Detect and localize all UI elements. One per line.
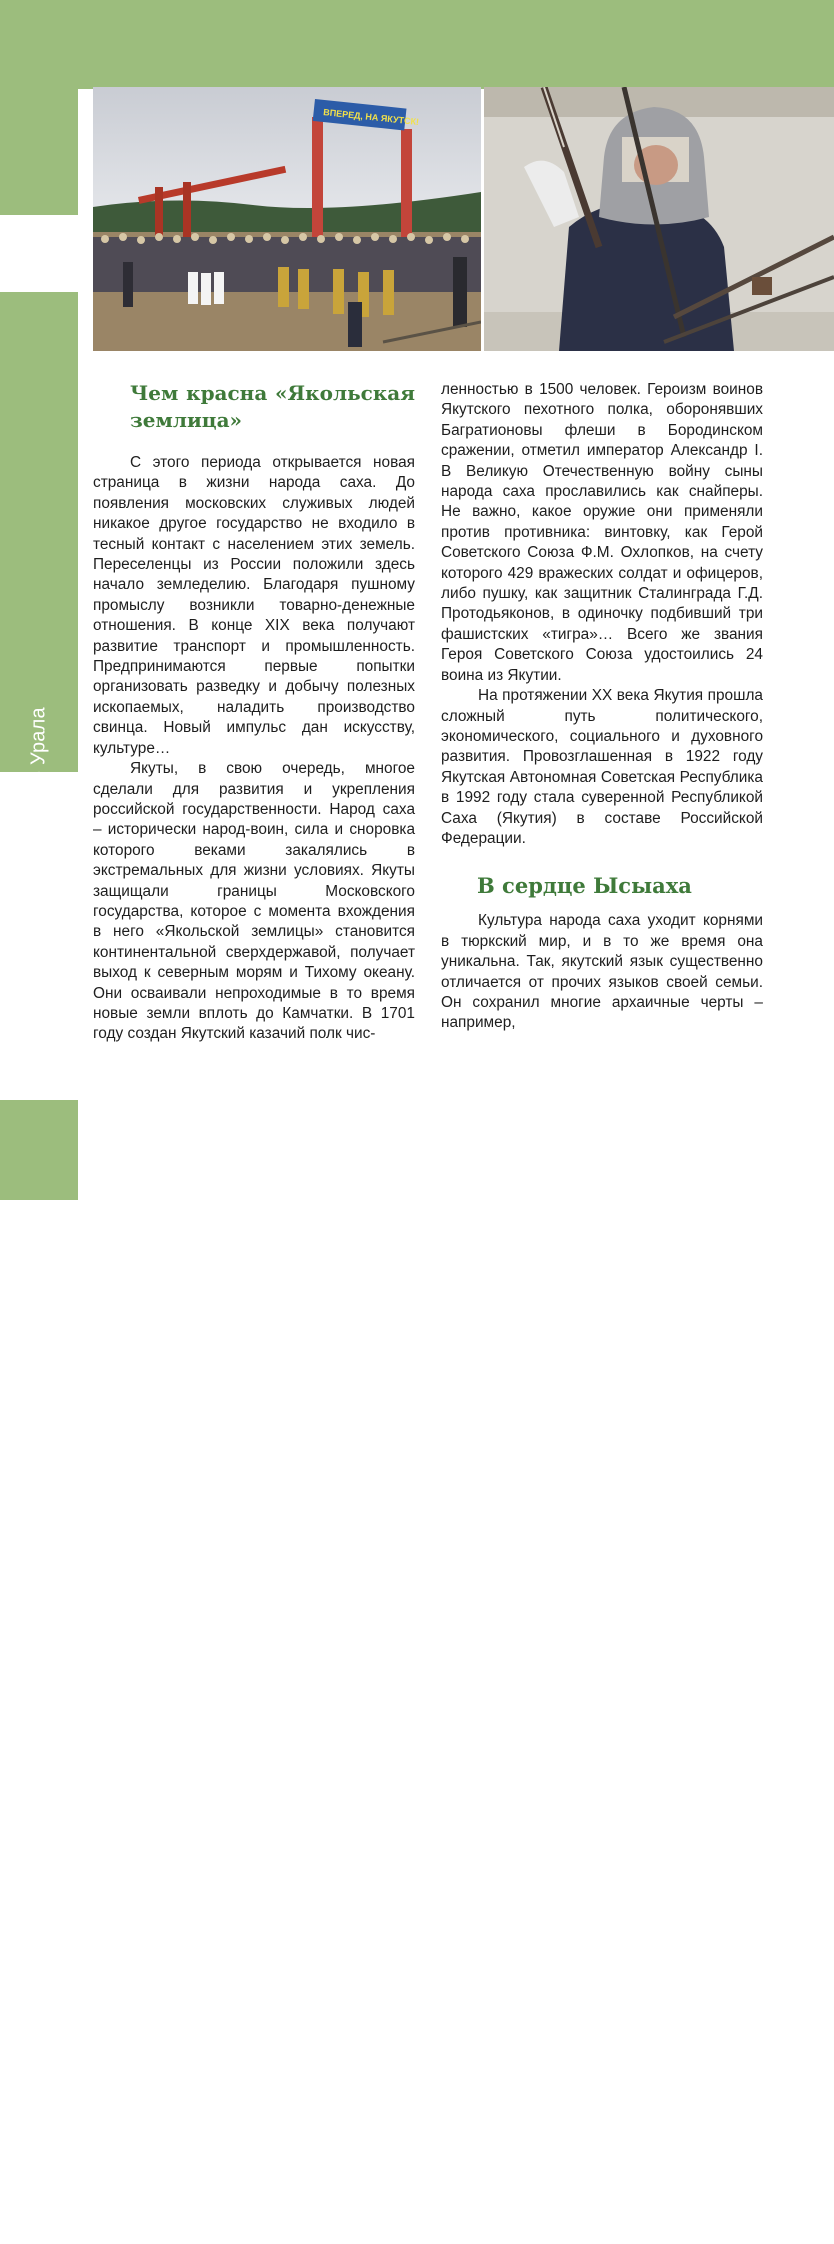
section-heading-yakolskaya-zemlitsa: Чем красна «Якольская землица» (130, 381, 415, 432)
paragraph: Якуты, в свою очередь, многое сделали для развития и укрепления российской государственности. Народ саха – исторически народ-воин, сила и сноровка которого веками закалялись в экстремальных для жизни условиях. Якуты защищали границы Московского государства, которое с момента вхождения в него «Якольской землицы» становится континентальной сверхдержавой, получает выход к северным морям и Тихому океану. Они осваивали непроходимые в то время новые земли вплоть до Камчатки. В 1701 году создан Якутский казачий полк чис- (93, 760, 415, 1043)
paragraph: Культура народа саха уходит корнями в тюркский мир, и в то же время она уникальна. Так, якутский язык существенно отличается от прочих языков своей семьи. Он сохранил многие архаичные черты – например, (441, 912, 763, 1032)
photo-railway-ceremony (93, 87, 481, 351)
photo-worker-protective-suit (484, 87, 834, 351)
side-color-band-upper (0, 89, 78, 215)
top-color-band (0, 0, 834, 89)
section-title: Народы Среднего Урала (27, 707, 50, 941)
section-heading-ysyakh: В сердце Ысыаха (477, 873, 692, 899)
text-column-right (441, 380, 763, 1034)
paragraph-continued: ленностью в 1500 человек. Героизм воинов Якутского пехотного полка, оборонявших Багратионовы флеши в Бородинском сражении, отметил император Александр I. В Великую Отечественную войну сыны народа саха прославились как снайперы. Не важно, какое оружие они применяли против противника: винтовку, как Герой Советского Союза Ф.М. Охлопков, на счету которого 429 вражеских солдат и офицеров, либо пушку, как защитник Сталинграда Г.Д. Протодьяконов, в одиночку подбивший три фашистских «тигра»… Всего же звания Героя Советского Союза удостоились 24 воина из Якутии. (441, 381, 763, 684)
paragraph: На протяжении XX века Якутия прошла сложный путь политического, экономического, социального и духовного развития. Провозглашенная в 1922 году Якутская Автономная Советская Республика в 1992 году стала суверенной Республикой Саха (Якутия) в составе Российской Федерации. (441, 687, 763, 847)
text-column-left (93, 380, 415, 1045)
page-number-tab (0, 1100, 78, 2243)
page-number: 4 (22, 2222, 33, 2243)
arch-sign: ВПЕРЕД, НА ЯКУТСК! (322, 107, 420, 128)
paragraph: С этого периода открывается новая страница в жизни народа саха. До появления московских служивых людей никакое другое государство не входило в тесный контакт с населением этих земель. Переселенцы из России положили здесь начало земледелию. Благодаря пушному промыслу возникли товарно-денежные отношения. В конце XIX века получают развитие транспорт и промышленность. Предпринимаются первые попытки организовать разведку и добычу полезных ископаемых, наладить производство свинца. Новый импульс дан искусству, культуре… (93, 454, 415, 757)
section-tab (0, 292, 78, 941)
